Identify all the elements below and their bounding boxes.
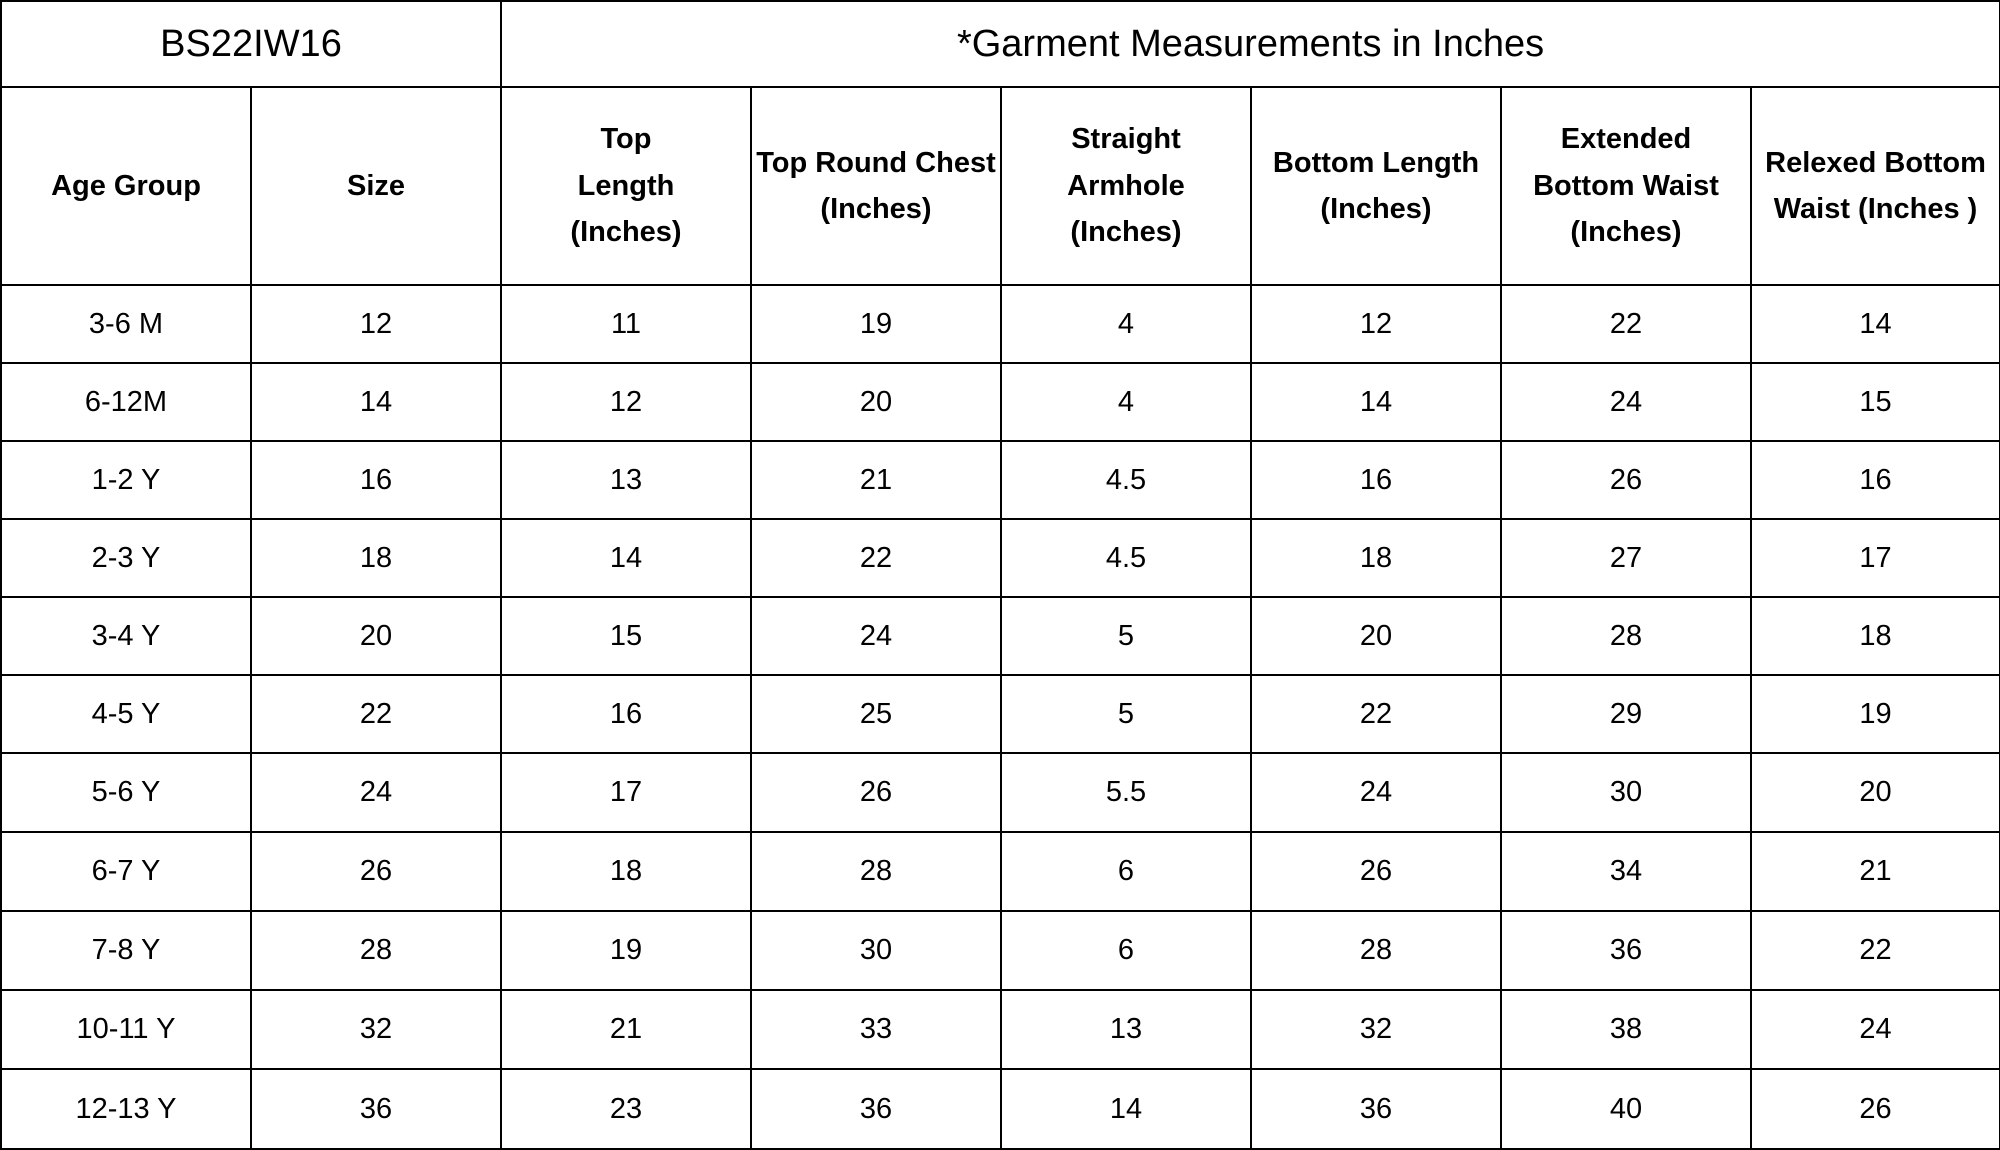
table-title-cell: *Garment Measurements in Inches: [501, 1, 2000, 87]
cell-relexed-bottom-waist: 20: [1751, 753, 2000, 832]
table-row: [1, 519, 2000, 597]
cell-straight-armhole: 13: [1001, 990, 1251, 1069]
cell-bottom-length: 28: [1251, 911, 1501, 990]
cell-extended-bottom-waist: 40: [1501, 1069, 1751, 1149]
cell-straight-armhole: 5.5: [1001, 753, 1251, 832]
header-straight-armhole: Straight Armhole (Inches): [1001, 87, 1251, 285]
table-row: [1, 990, 2000, 1069]
cell-straight-armhole: 6: [1001, 911, 1251, 990]
cell-bottom-length: 36: [1251, 1069, 1501, 1149]
cell-age-group: 3-6 M: [1, 285, 251, 363]
cell-top-length: 21: [501, 990, 751, 1069]
cell-extended-bottom-waist: 30: [1501, 753, 1751, 832]
cell-top-round-chest: 28: [751, 832, 1001, 911]
cell-relexed-bottom-waist: 24: [1751, 990, 2000, 1069]
title-row: [1, 1, 2000, 87]
table-row: [1, 363, 2000, 441]
cell-age-group: 7-8 Y: [1, 911, 251, 990]
cell-age-group: 6-7 Y: [1, 832, 251, 911]
cell-bottom-length: 24: [1251, 753, 1501, 832]
cell-extended-bottom-waist: 34: [1501, 832, 1751, 911]
cell-straight-armhole: 5: [1001, 597, 1251, 675]
cell-extended-bottom-waist: 28: [1501, 597, 1751, 675]
cell-size: 14: [251, 363, 501, 441]
cell-bottom-length: 26: [1251, 832, 1501, 911]
cell-size: 24: [251, 753, 501, 832]
cell-bottom-length: 32: [1251, 990, 1501, 1069]
cell-size: 26: [251, 832, 501, 911]
header-bottom-length: Bottom Length (Inches): [1251, 87, 1501, 285]
table-row: [1, 597, 2000, 675]
cell-bottom-length: 16: [1251, 441, 1501, 519]
table-row: [1, 832, 2000, 911]
cell-top-length: 17: [501, 753, 751, 832]
cell-top-round-chest: 26: [751, 753, 1001, 832]
cell-relexed-bottom-waist: 15: [1751, 363, 2000, 441]
table-row: [1, 753, 2000, 832]
cell-top-length: 19: [501, 911, 751, 990]
cell-age-group: 4-5 Y: [1, 675, 251, 753]
table-row: [1, 911, 2000, 990]
cell-relexed-bottom-waist: 22: [1751, 911, 2000, 990]
cell-bottom-length: 20: [1251, 597, 1501, 675]
cell-top-round-chest: 24: [751, 597, 1001, 675]
cell-size: 18: [251, 519, 501, 597]
cell-top-round-chest: 25: [751, 675, 1001, 753]
cell-relexed-bottom-waist: 14: [1751, 285, 2000, 363]
cell-extended-bottom-waist: 36: [1501, 911, 1751, 990]
cell-age-group: 1-2 Y: [1, 441, 251, 519]
cell-size: 20: [251, 597, 501, 675]
cell-extended-bottom-waist: 24: [1501, 363, 1751, 441]
header-extended-bottom-waist: Extended Bottom Waist (Inches): [1501, 87, 1751, 285]
header-top-length: Top Length (Inches): [501, 87, 751, 285]
cell-extended-bottom-waist: 27: [1501, 519, 1751, 597]
cell-relexed-bottom-waist: 26: [1751, 1069, 2000, 1149]
cell-straight-armhole: 4.5: [1001, 441, 1251, 519]
header-top-round-chest: Top Round Chest (Inches): [751, 87, 1001, 285]
cell-extended-bottom-waist: 22: [1501, 285, 1751, 363]
cell-extended-bottom-waist: 29: [1501, 675, 1751, 753]
cell-straight-armhole: 4.5: [1001, 519, 1251, 597]
cell-top-length: 12: [501, 363, 751, 441]
cell-age-group: 10-11 Y: [1, 990, 251, 1069]
cell-age-group: 2-3 Y: [1, 519, 251, 597]
cell-top-length: 16: [501, 675, 751, 753]
cell-straight-armhole: 6: [1001, 832, 1251, 911]
cell-age-group: 5-6 Y: [1, 753, 251, 832]
cell-relexed-bottom-waist: 17: [1751, 519, 2000, 597]
cell-size: 36: [251, 1069, 501, 1149]
table-row: [1, 1069, 2000, 1149]
cell-top-round-chest: 21: [751, 441, 1001, 519]
cell-top-round-chest: 20: [751, 363, 1001, 441]
cell-extended-bottom-waist: 38: [1501, 990, 1751, 1069]
cell-top-length: 15: [501, 597, 751, 675]
table-row: [1, 285, 2000, 363]
table-row: [1, 675, 2000, 753]
cell-top-round-chest: 22: [751, 519, 1001, 597]
cell-relexed-bottom-waist: 16: [1751, 441, 2000, 519]
cell-relexed-bottom-waist: 18: [1751, 597, 2000, 675]
cell-relexed-bottom-waist: 21: [1751, 832, 2000, 911]
header-relexed-bottom-waist: Relexed Bottom Waist (Inches ): [1751, 87, 2000, 285]
cell-top-round-chest: 36: [751, 1069, 1001, 1149]
table-row: [1, 441, 2000, 519]
cell-size: 28: [251, 911, 501, 990]
cell-size: 12: [251, 285, 501, 363]
cell-straight-armhole: 14: [1001, 1069, 1251, 1149]
cell-age-group: 12-13 Y: [1, 1069, 251, 1149]
cell-top-round-chest: 30: [751, 911, 1001, 990]
cell-straight-armhole: 4: [1001, 285, 1251, 363]
cell-relexed-bottom-waist: 19: [1751, 675, 2000, 753]
cell-top-round-chest: 33: [751, 990, 1001, 1069]
cell-extended-bottom-waist: 26: [1501, 441, 1751, 519]
cell-bottom-length: 12: [1251, 285, 1501, 363]
cell-bottom-length: 14: [1251, 363, 1501, 441]
style-code-cell: BS22IW16: [1, 1, 501, 87]
cell-straight-armhole: 4: [1001, 363, 1251, 441]
column-header-row: [1, 87, 2000, 285]
cell-top-length: 14: [501, 519, 751, 597]
cell-age-group: 6-12M: [1, 363, 251, 441]
header-size: Size: [251, 87, 501, 285]
cell-size: 32: [251, 990, 501, 1069]
cell-top-length: 23: [501, 1069, 751, 1149]
cell-top-round-chest: 19: [751, 285, 1001, 363]
cell-top-length: 18: [501, 832, 751, 911]
cell-straight-armhole: 5: [1001, 675, 1251, 753]
cell-bottom-length: 18: [1251, 519, 1501, 597]
table-body: [1, 285, 2000, 1149]
cell-bottom-length: 22: [1251, 675, 1501, 753]
header-age-group: Age Group: [1, 87, 251, 285]
cell-size: 16: [251, 441, 501, 519]
cell-age-group: 3-4 Y: [1, 597, 251, 675]
cell-top-length: 11: [501, 285, 751, 363]
cell-top-length: 13: [501, 441, 751, 519]
cell-size: 22: [251, 675, 501, 753]
